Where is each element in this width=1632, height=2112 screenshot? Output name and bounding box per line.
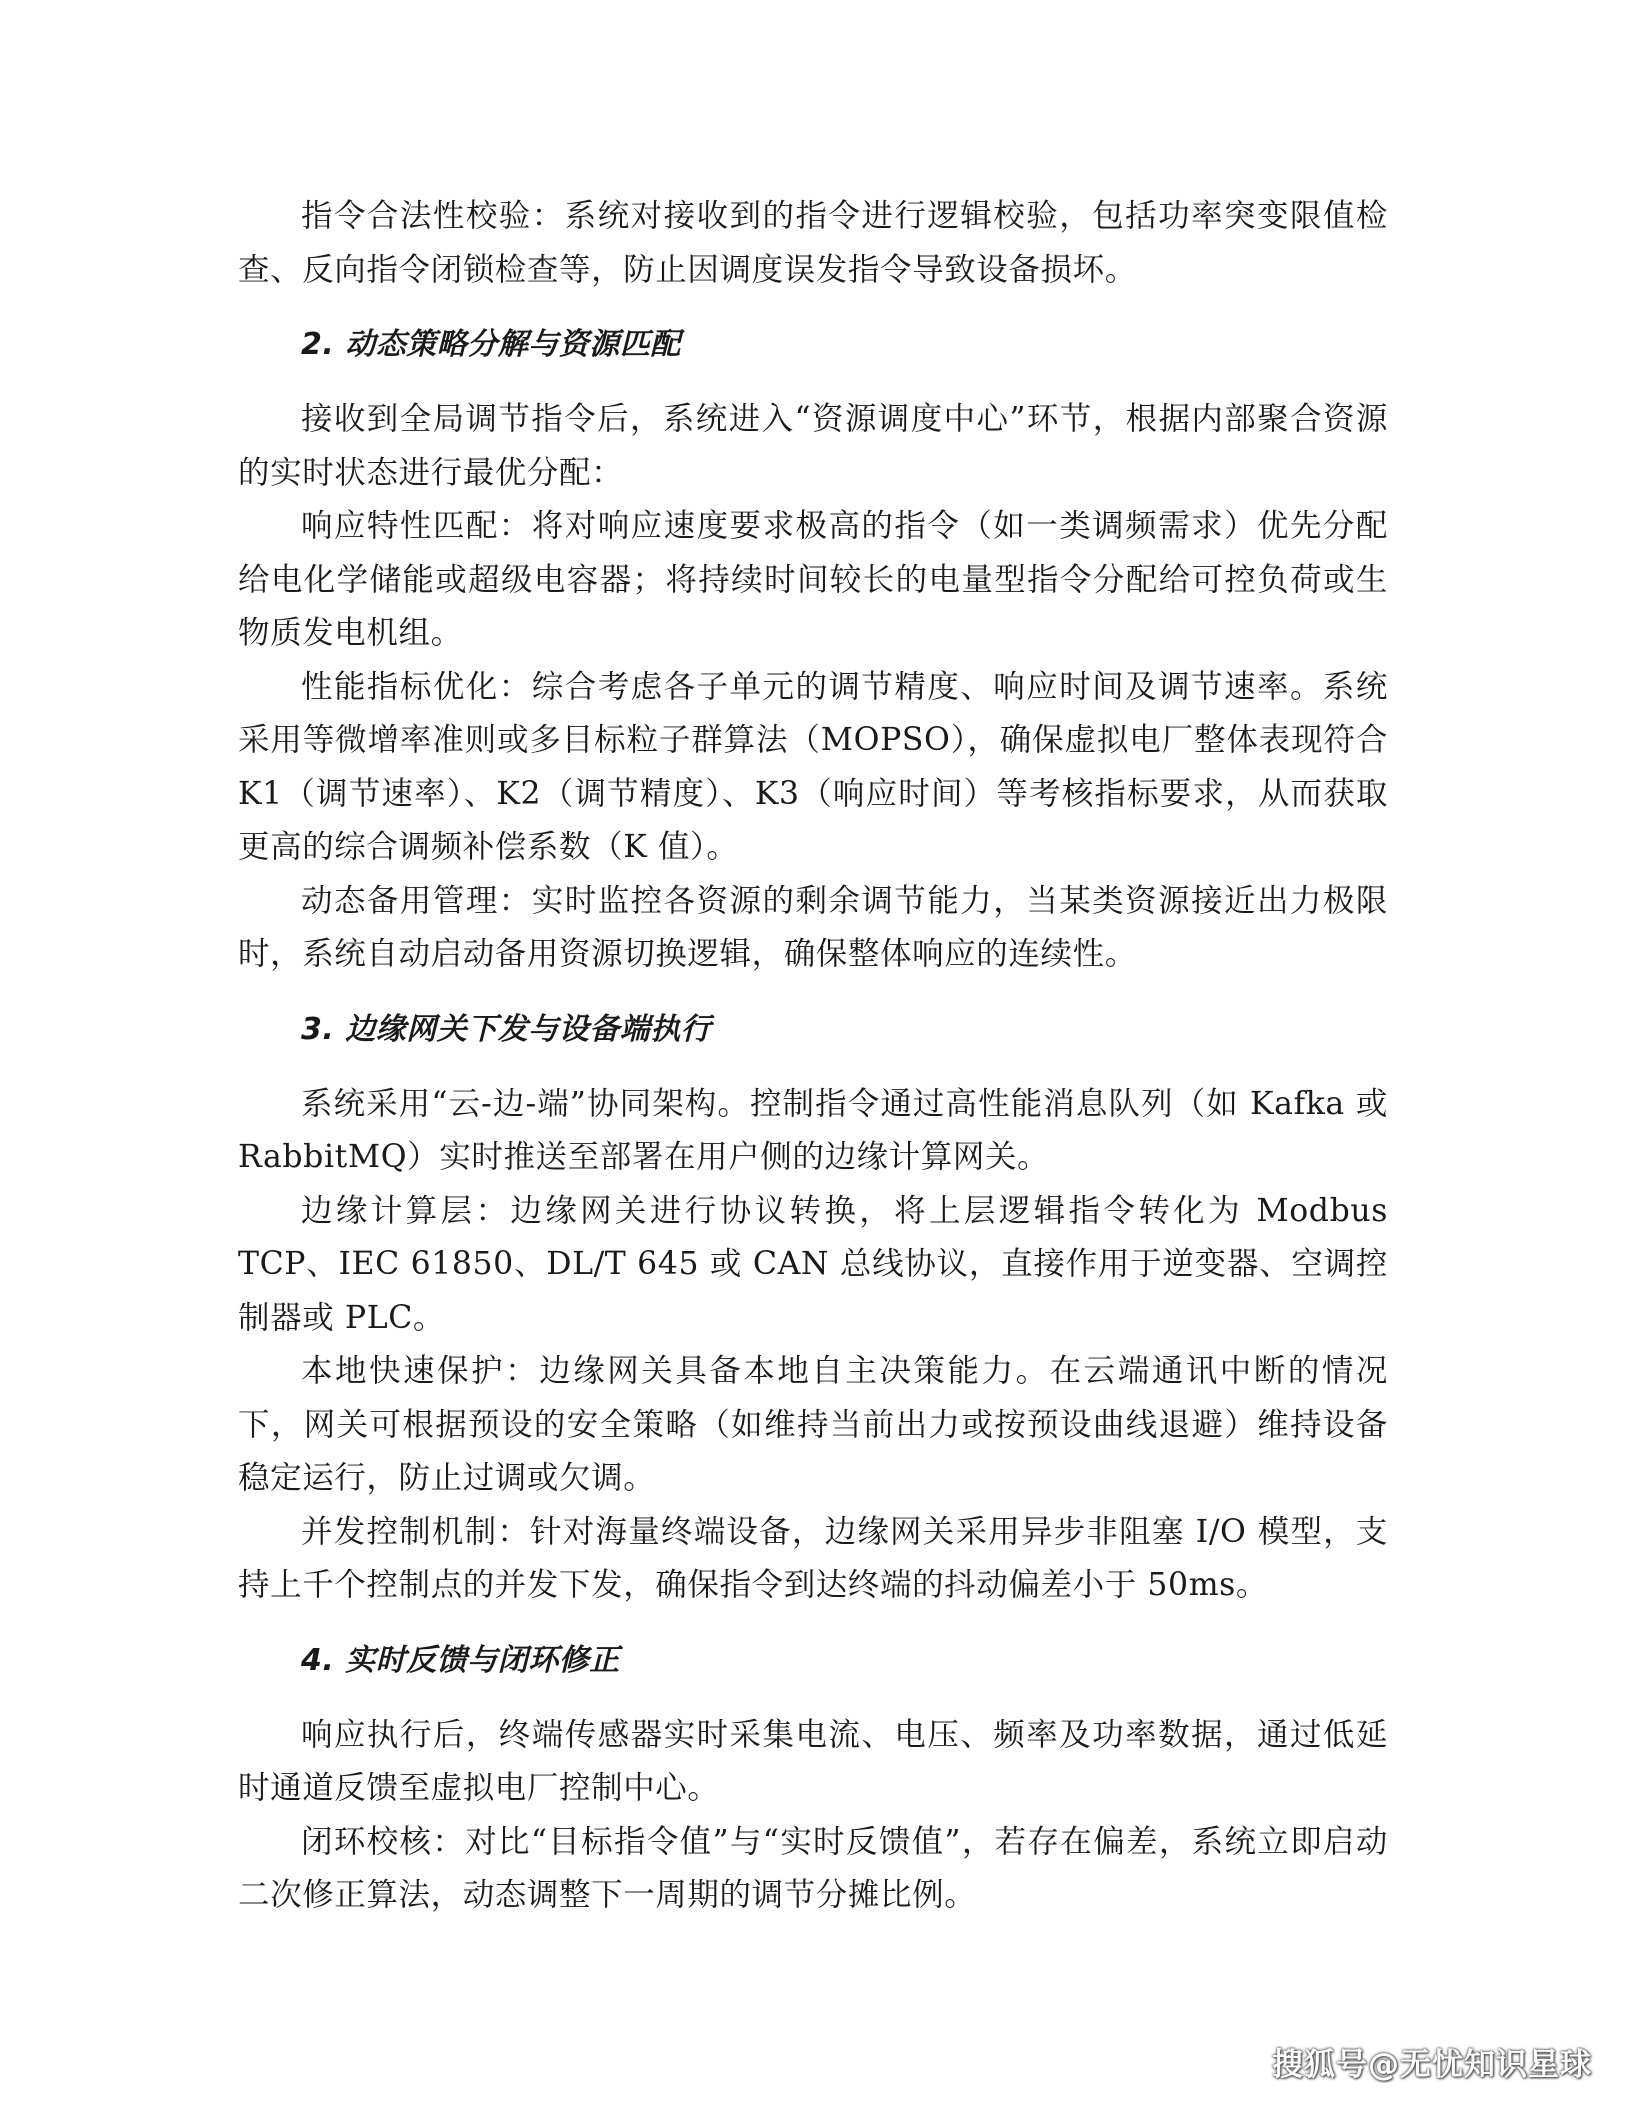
- section-heading-2: 2. 动态策略分解与资源匹配: [301, 327, 681, 362]
- paragraph-performance-optimization: 性能指标优化：综合考虑各子单元的调节精度、响应时间及调节速率。系统采用等微增率准则或多目标粒子群算法（MOPSO），确保虚拟电厂整体表现符合 K1（调节速率）、K2（调节精度）、K3（响应时间）等考核指标要求，从而获取更高的综合调频补偿系数（K 值）。: [238, 668, 1388, 865]
- watermark-text: 搜狐号@无忧知识星球: [1272, 2047, 1592, 2083]
- paragraph-cloud-edge-architecture: 系统采用“云-边-端”协同架构。控制指令通过高性能消息队列（如 Kafka 或 RabbitMQ）实时推送至部署在用户侧的边缘计算网关。: [238, 1085, 1388, 1175]
- document-body: [238, 190, 1388, 1923]
- paragraph-feedback: 响应执行后，终端传感器实时采集电流、电压、频率及功率数据，通过低延时通道反馈至虚拟电厂控制中心。: [238, 1716, 1388, 1806]
- paragraph-resource-dispatch-intro: 接收到全局调节指令后，系统进入“资源调度中心”环节，根据内部聚合资源的实时状态进行最优分配：: [238, 401, 1388, 491]
- paragraph-local-protection: 本地快速保护：边缘网关具备本地自主决策能力。在云端通讯中断的情况下，网关可根据预设的安全策略（如维持当前出力或按预设曲线退避）维持设备稳定运行，防止过调或欠调。: [238, 1353, 1388, 1496]
- section-heading-3: 3. 边缘网关下发与设备端执行: [301, 1011, 712, 1047]
- paragraph-concurrency-control: 并发控制机制：针对海量终端设备，边缘网关采用异步非阻塞 I/O 模型，支持上千个控制点的并发下发，确保指令到达终端的抖动偏差小于 50ms。: [238, 1513, 1388, 1603]
- paragraph-edge-computing-layer: 边缘计算层：边缘网关进行协议转换，将上层逻辑指令转化为 Modbus TCP、IEC 61850、DL/T 645 或 CAN 总线协议，直接作用于逆变器、空调控制器或 PLC。: [238, 1192, 1388, 1336]
- paragraph-dynamic-reserve: 动态备用管理：实时监控各资源的剩余调节能力，当某类资源接近出力极限时，系统自动启动备用资源切换逻辑，确保整体响应的连续性。: [238, 882, 1388, 972]
- paragraph-response-matching: 响应特性匹配：将对响应速度要求极高的指令（如一类调频需求）优先分配给电化学储能或超级电容器；将持续时间较长的电量型指令分配给可控负荷或生物质发电机组。: [238, 508, 1388, 651]
- section-heading-4: 4. 实时反馈与闭环修正: [301, 1642, 620, 1678]
- paragraph-instruction-validation: 指令合法性校验：系统对接收到的指令进行逻辑校验，包括功率突变限值检查、反向指令闭锁检查等，防止因调度误发指令导致设备损坏。: [238, 198, 1388, 288]
- paragraph-closed-loop: 闭环校核：对比“目标指令值”与“实时反馈值”，若存在偏差，系统立即启动二次修正算法，动态调整下一周期的调节分摊比例。: [238, 1823, 1388, 1913]
